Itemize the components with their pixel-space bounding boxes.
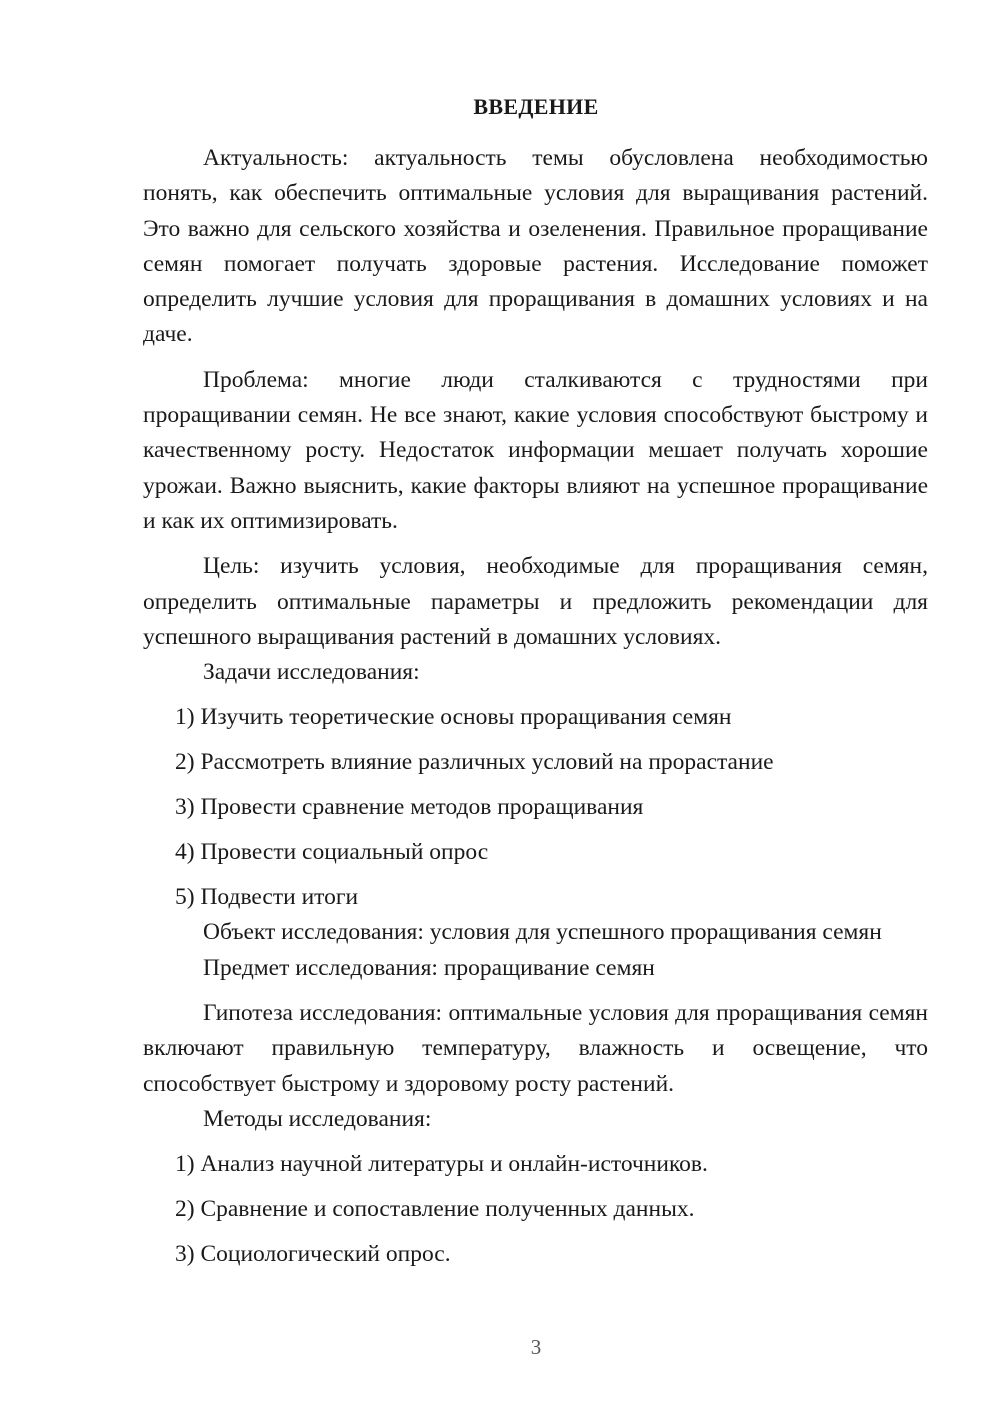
list-item: 1) Изучить теоретические основы проращивания семян [175, 704, 732, 731]
list-item: 2) Рассмотреть влияние различных условий на прорастание [175, 749, 774, 776]
paragraph-goal: Цель: изучить условия, необходимые для проращивания семян, определить оптимальные параметры и предложить рекомендации для успешного выращивания растений в домашних условиях. [143, 553, 928, 650]
list-item: 3) Провести сравнение методов проращивания [175, 794, 644, 821]
page-number: 3 [530, 1335, 542, 1359]
section-heading: ВВЕДЕНИЕ [473, 94, 599, 119]
paragraph-object: Объект исследования: условия для успешного проращивания семян [203, 919, 882, 946]
tasks-title: Задачи исследования: [203, 659, 420, 686]
methods-title: Методы исследования: [203, 1105, 432, 1132]
paragraph-hypothesis: Гипотеза исследования: оптимальные условия для проращивания семян включают правильную температуру, влажность и освещение, что способствует быстрому и здоровому росту растений. [143, 1000, 928, 1097]
tasks-list [143, 700, 928, 915]
document-body [143, 141, 928, 1272]
list-item: 3) Социологический опрос. [175, 1241, 451, 1268]
list-item: 2) Сравнение и сопоставление полученных данных. [175, 1196, 695, 1223]
paragraph-problem: Проблема: многие люди сталкиваются с трудностями при проращивании семян. Не все знают, какие условия способствуют быстрому и качественному росту. Недостаток информации мешает получать хорошие урожаи. Важно выяснить, какие факторы влияют на успешное проращивание и как их оптимизировать. [143, 366, 928, 534]
methods-list [143, 1147, 928, 1272]
paragraph-subject: Предмет исследования: проращивание семян [203, 954, 655, 981]
paragraph-relevance: Актуальность: актуальность темы обусловлена необходимостью понять, как обеспечить оптимальные условия для выращивания растений. Это важно для сельского хозяйства и озеленения. Правильное проращивание семян помогает получать здоровые растения. Исследование поможет определить лучшие условия для проращивания в домашних условиях и на даче. [143, 145, 928, 348]
list-item: 1) Анализ научной литературы и онлайн-источников. [175, 1151, 708, 1178]
list-item: 5) Подвести итоги [175, 884, 359, 911]
list-item: 4) Провести социальный опрос [175, 839, 489, 866]
